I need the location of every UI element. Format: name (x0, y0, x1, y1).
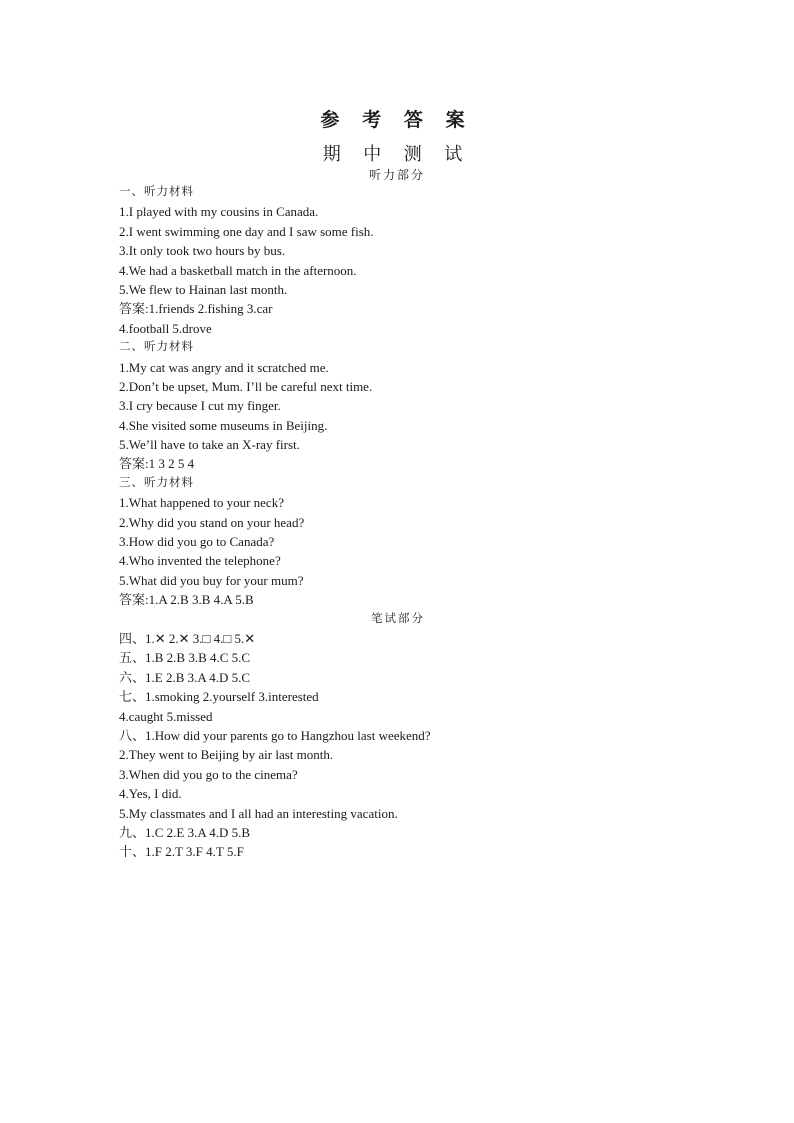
answer-line: 5.We’ll have to take an X-ray first. (119, 437, 300, 453)
answer-line: 六、1.E 2.B 3.A 4.D 5.C (119, 669, 251, 685)
answer-line: 5.My classmates and I all had an interesting vacation. (119, 805, 398, 821)
listening-section-heading: 听力部分 (368, 168, 425, 182)
answer-line: 3.It only took two hours by bus. (119, 243, 286, 259)
answer-line: 2.They went to Beijing by air last month. (119, 747, 334, 763)
answer-line: 2.Why did you stand on your head? (119, 514, 305, 530)
answer-line: 1.What happened to your neck? (119, 495, 284, 511)
answer-line: 4.We had a basketball match in the afternoon. (119, 262, 357, 278)
answer-line: 4.Yes, I did. (119, 786, 182, 802)
answer-line: 九、1.C 2.E 3.A 4.D 5.B (119, 824, 251, 840)
page-title: 参 考 答 案 (320, 110, 474, 131)
answer-line: 十、1.F 2.T 3.F 4.T 5.F (119, 844, 244, 860)
section-heading: 二、听力材料 (119, 341, 194, 354)
answer-line: 1.I played with my cousins in Canada. (119, 204, 319, 220)
answer-line: 3.How did you go to Canada? (119, 534, 275, 550)
answer-line: 七、1.smoking 2.yourself 3.interested (119, 689, 319, 705)
answer-line: 2.Don’t be upset, Mum. I’ll be careful next time. (119, 378, 373, 394)
answer-line: 5.We flew to Hainan last month. (119, 281, 288, 297)
answer-line: 答案:1 3 2 5 4 (119, 456, 195, 472)
section-heading: 三、听力材料 (119, 476, 194, 489)
answer-lines (119, 183, 539, 862)
answer-line: 5.What did you buy for your mum? (119, 572, 304, 588)
answer-line: 五、1.B 2.B 3.B 4.C 5.C (119, 650, 251, 666)
answer-line: 2.I went swimming one day and I saw some fish. (119, 223, 374, 239)
answer-line: 3.I cry because I cut my finger. (119, 398, 281, 414)
answer-line: 四、1.✕ 2.✕ 3.□ 4.□ 5.✕ (119, 630, 256, 646)
answer-line: 答案:1.friends 2.fishing 3.car (119, 301, 273, 317)
answer-line: 答案:1.A 2.B 3.B 4.A 5.B (119, 592, 254, 608)
section-heading: 一、听力材料 (119, 186, 194, 198)
answer-line: 3.When did you go to the cinema? (119, 766, 298, 782)
answer-line: 4.She visited some museums in Beijing. (119, 417, 328, 433)
answer-line: 4.caught 5.missed (119, 708, 213, 724)
answer-line: 八、1.How did your parents go to Hangzhou last weekend? (119, 727, 431, 743)
written-section-heading: 笔试部分 (371, 612, 425, 625)
answer-line: 1.My cat was angry and it scratched me. (119, 359, 329, 375)
answer-line: 4.football 5.drove (119, 320, 212, 336)
page-subtitle: 期 中 测 试 (322, 144, 472, 164)
answer-line: 4.Who invented the telephone? (119, 553, 281, 569)
